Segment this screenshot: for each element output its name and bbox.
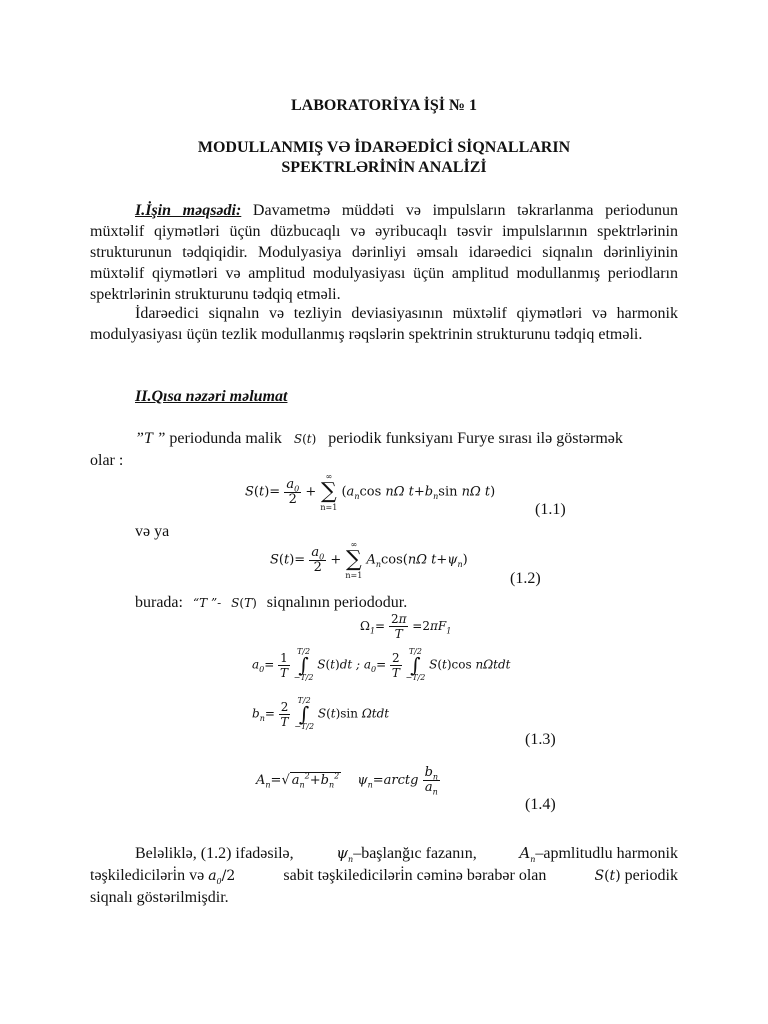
where-line: burada: “T ”- S(T) siqnalının periododur. <box>135 594 408 611</box>
subtitle-line-2: SPEKTRLƏRİNİN ANALİZİ <box>281 159 487 176</box>
intro-line: ”T ” periodunda malik S(t) periodik funksiyanı Furye sırası ilə göstərmək <box>135 430 623 447</box>
conclusion-line-3: siqnalı göstərilmişdir. <box>90 889 229 906</box>
eq-number-1-4: (1.4) <box>525 796 556 813</box>
purpose-text: Davametmə müddəti və impulsların təkrarlanma periodunun müxtəlif qiymətləri üçün düzbucaqlı və əyribucaqlı təsvir impulslarının spektrlərinin strukturunun tədqiqidir. Modulyasiya dərinliyi əmsalı idarəedici siqnalın dərinliyinin müxtəlif qiymətləri və amplitud modulyasiyası üçün amplitud modullanmış periodların spektrlərinin strukturunu tədqiq etməli. <box>90 202 679 303</box>
eq-number-1-1: (1.1) <box>535 501 566 518</box>
formula-a0: $a_0=$ $\frac{1}{T}$ T/2 ∫ −T/2 S(t)dt ; $a_0=$ $\frac{2}{T}$ T/2 ∫ −T/2 S(t)cos nΩtdt <box>252 647 511 682</box>
lab-title: LABORATORİYA İŞİ № 1 <box>290 97 478 114</box>
purpose-paragraph-2: İdarəedici siqnalın və tezliyin deviasiyasının müxtəlif qiymətləri və harmonik modulyasiyası üçün tezlik modullanmış rəqslərin spektrinin strukturunu tədqiq etməli. <box>90 305 678 343</box>
theory-heading: II.Qısa nəzəri məlumat <box>135 388 288 405</box>
subtitle-line-1: MODULLANMIŞ VƏ İDARƏEDİCİ SİQNALLARIN <box>197 139 571 156</box>
eq-number-1-3: (1.3) <box>525 731 556 748</box>
or-text: və ya <box>135 523 170 540</box>
conclusion-line-2: təşkilediciləri̇n və $a_0/2$ sabit təşkilediciləri̇n cəminə bərabər olan S(t) periodik <box>90 867 678 886</box>
purpose-heading: I.İşin məqsədi: <box>135 202 242 219</box>
conclusion-line-1: Beləliklə, (1.2) ifadəsilə, $\psi_n$–başlanğıc fazanın, $A_n$–apmlitudlu harmonik <box>135 844 678 864</box>
formula-bn: $b_n=$ $\frac{2}{T}$ T/2 ∫ −T/2 S(t)sin Ωtdt <box>252 696 390 731</box>
intro-line-2: olar : <box>90 452 124 469</box>
formula-1-2: S(t)= $\frac{a_0}{2}$ + ∞ ∑ n=1 $A_n\cos(n\Omega$ $t+\psi_n$) <box>270 540 468 580</box>
eq-number-1-2: (1.2) <box>510 570 541 587</box>
formula-omega: $\Omega_1=$ $\frac{2\pi}{T}$ $=2\pi F_1$ <box>360 612 452 641</box>
formula-1-4: $A_n=√$ $a_n^2+b_n^2$ $\psi_n=arctg$ $\frac{b_n}{a_n}$ <box>256 765 439 797</box>
purpose-paragraph <box>90 200 678 305</box>
formula-1-1: S(t)= $\frac{a_0}{2}$ + ∞ ∑ n=1 ($a_n\cos$ nΩ $t+b_n\sin$ nΩ t) <box>245 472 496 512</box>
